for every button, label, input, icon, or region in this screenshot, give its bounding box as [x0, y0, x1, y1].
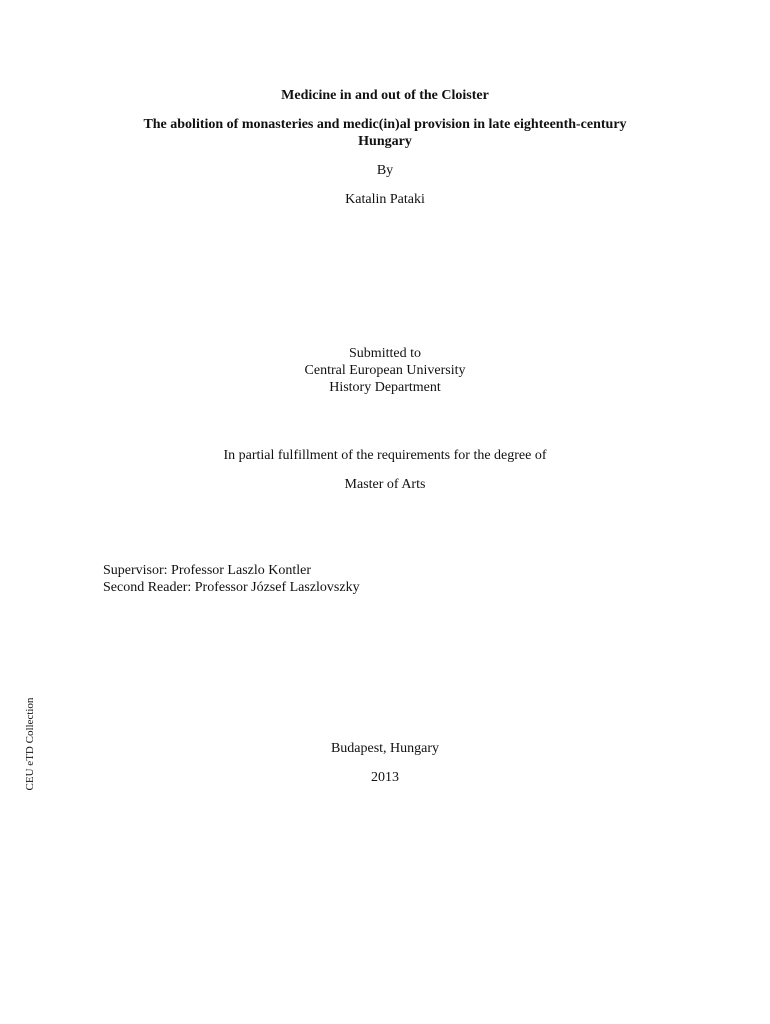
collection-watermark: CEU eTD Collection [24, 697, 36, 791]
thesis-subtitle-line-2: Hungary [358, 134, 412, 149]
university-name: Central European University [304, 363, 466, 378]
thesis-title: Medicine in and out of the Cloister [281, 88, 489, 103]
second-reader-line: Second Reader: Professor József Laszlovszky [103, 580, 360, 595]
fulfillment-statement: In partial fulfillment of the requirements for the degree of [223, 448, 547, 463]
by-label: By [376, 163, 394, 178]
submitted-to-label: Submitted to [349, 346, 421, 361]
author-name: Katalin Pataki [345, 192, 425, 207]
department-name: History Department [329, 380, 441, 395]
submission-year: 2013 [371, 770, 399, 785]
degree-name: Master of Arts [344, 477, 426, 492]
thesis-subtitle-line-1: The abolition of monasteries and medic(in)al provision in late eighteenth-century [143, 117, 627, 132]
supervisor-line: Supervisor: Professor Laszlo Kontler [103, 563, 312, 578]
place-of-submission: Budapest, Hungary [330, 741, 440, 756]
